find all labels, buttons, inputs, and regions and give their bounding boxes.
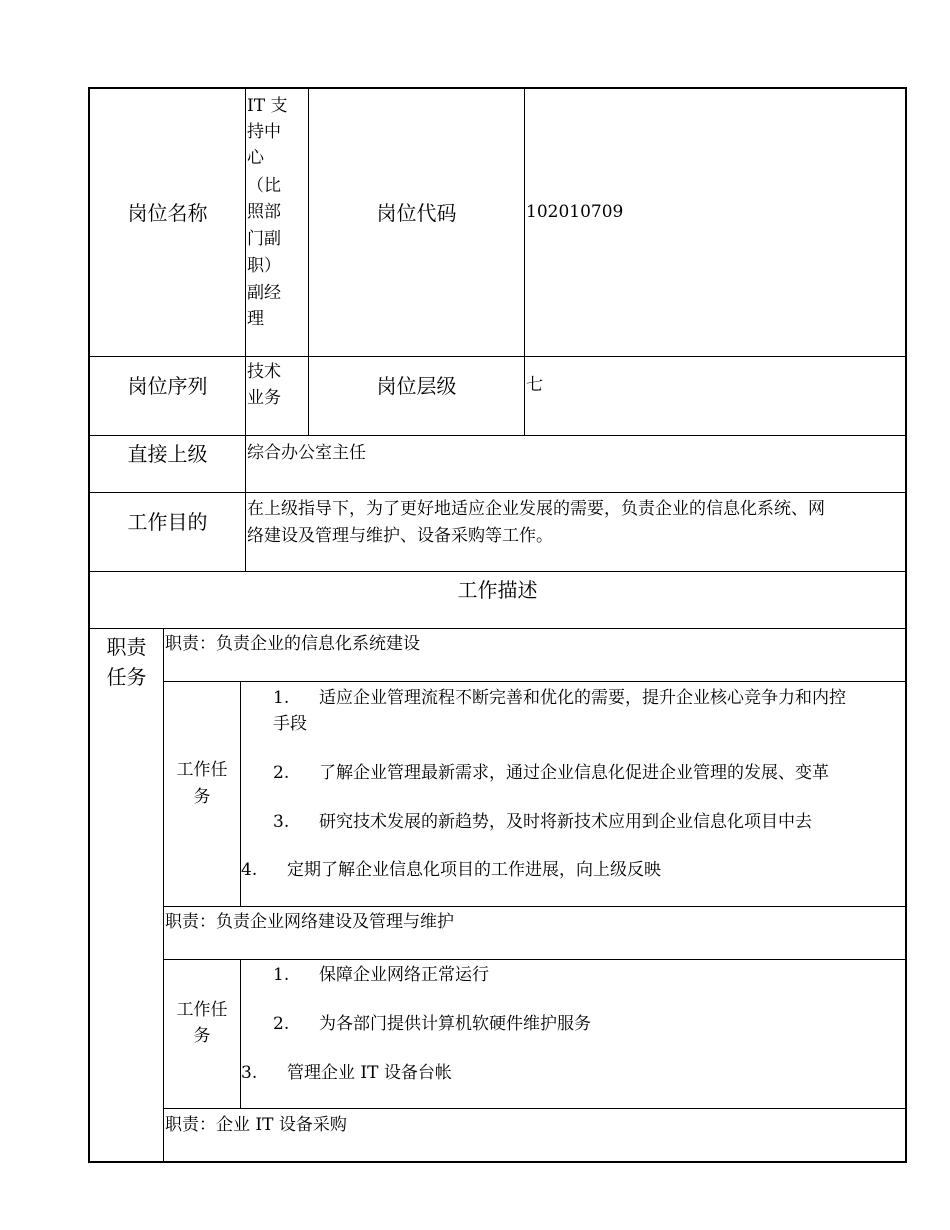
row-divider xyxy=(88,628,907,629)
row-divider xyxy=(88,435,907,436)
section-title: 工作描述 xyxy=(457,578,538,602)
post-code-label: 岗位代码 xyxy=(376,201,457,225)
table-border-left xyxy=(88,87,90,1163)
task-item xyxy=(273,962,489,988)
row-divider xyxy=(88,571,907,572)
duty-title: 职责：企业 IT 设备采购 xyxy=(165,1115,347,1135)
task-number: 3. xyxy=(273,812,290,832)
task-text: 保障企业网络正常运行 xyxy=(319,965,489,985)
post-sequence-label: 岗位序列 xyxy=(127,374,208,398)
duty-title: 职责：负责企业网络建设及管理与维护 xyxy=(165,912,454,932)
task-label-line: 务 xyxy=(193,1026,211,1046)
row-divider xyxy=(163,681,907,682)
row-divider xyxy=(163,1108,907,1109)
task-number: 1. xyxy=(273,965,290,985)
task-item xyxy=(241,857,661,883)
purpose-line: 在上级指导下，为了更好地适应企业发展的需要，负责企业的信息化系统、网 xyxy=(247,499,825,519)
purpose-line: 络建设及管理与维护、设备采购等工作。 xyxy=(247,526,553,546)
purpose-label: 工作目的 xyxy=(127,510,208,534)
superior-label: 直接上级 xyxy=(127,442,208,466)
post-name-line: 心 xyxy=(247,148,264,168)
task-item xyxy=(273,760,829,786)
row-divider xyxy=(88,492,907,493)
task-number: 2. xyxy=(273,763,290,783)
task-label-line: 工作任 xyxy=(176,760,228,780)
task-item-continuation: 手段 xyxy=(273,714,307,734)
duty-label-line: 任务 xyxy=(106,665,147,689)
task-label-line: 工作任 xyxy=(176,1000,228,1020)
post-name-line: IT 支 xyxy=(247,96,288,116)
task-text: 了解企业管理最新需求，通过企业信息化促进企业管理的发展、变革 xyxy=(319,763,829,783)
superior-value: 综合办公室主任 xyxy=(247,443,366,463)
task-item xyxy=(273,1011,591,1037)
task-text: 为各部门提供计算机软硬件维护服务 xyxy=(319,1014,591,1034)
post-sequence-line: 业务 xyxy=(247,388,281,408)
task-text: 研究技术发展的新趋势，及时将新技术应用到企业信息化项目中去 xyxy=(319,812,812,832)
task-item xyxy=(273,685,846,711)
post-name-line: 理 xyxy=(247,309,264,329)
column-divider xyxy=(163,628,164,1162)
task-item xyxy=(241,1060,452,1086)
post-name-line: （比 xyxy=(247,176,281,196)
table-border-top xyxy=(88,87,907,89)
task-text: 管理企业 IT 设备台帐 xyxy=(287,1063,452,1083)
task-text: 定期了解企业信息化项目的工作进展，向上级反映 xyxy=(287,860,661,880)
post-name-label: 岗位名称 xyxy=(127,201,208,225)
row-divider xyxy=(88,356,907,357)
post-code-value: 102010709 xyxy=(526,202,624,222)
task-number: 4. xyxy=(241,860,258,880)
task-number: 1. xyxy=(273,688,290,708)
task-number: 3. xyxy=(241,1063,258,1083)
post-level-value: 七 xyxy=(526,375,543,395)
task-label-line: 务 xyxy=(193,787,211,807)
post-name-line: 副经 xyxy=(247,283,281,303)
duty-label-line: 职责 xyxy=(106,635,147,659)
task-item xyxy=(273,809,812,835)
duty-title: 职责：负责企业的信息化系统建设 xyxy=(165,634,420,654)
row-divider xyxy=(163,959,907,960)
task-text: 适应企业管理流程不断完善和优化的需要，提升企业核心竞争力和内控 xyxy=(319,688,846,708)
post-level-label: 岗位层级 xyxy=(376,374,457,398)
post-name-line: 照部 xyxy=(247,202,281,222)
table-border-bottom xyxy=(88,1161,907,1163)
column-divider xyxy=(245,87,246,572)
post-name-line: 门副 xyxy=(247,229,281,249)
row-divider xyxy=(163,906,907,907)
post-sequence-line: 技术 xyxy=(247,362,281,382)
task-number: 2. xyxy=(273,1014,290,1034)
table-border-right xyxy=(905,87,907,1163)
column-divider xyxy=(240,959,241,1109)
column-divider xyxy=(524,87,525,436)
post-name-line: 职） xyxy=(247,256,281,276)
post-name-line: 持中 xyxy=(247,122,281,142)
